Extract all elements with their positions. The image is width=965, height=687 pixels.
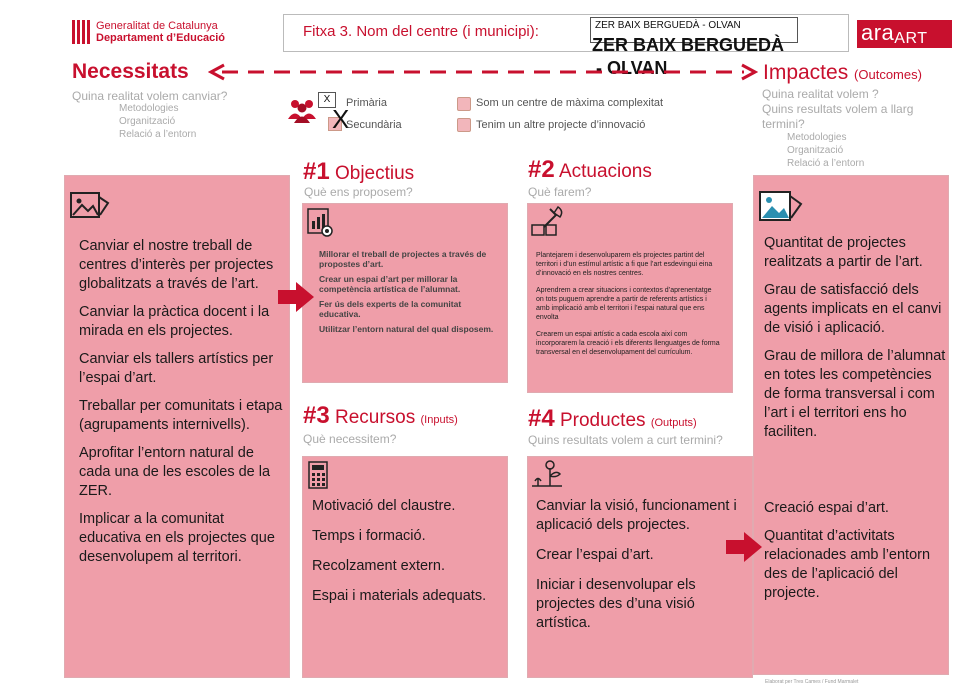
impactes-list-2 (764, 499, 947, 612)
list-item: Temps i formació. (312, 528, 426, 544)
impactes-question: Quina realitat volem ? (762, 87, 879, 101)
actuacions-heading (528, 156, 652, 184)
double-arrow-icon (208, 62, 758, 82)
picture-icon (757, 186, 807, 226)
actuacions-title: Actuacions (558, 161, 652, 182)
list-item: Treballar per comunitats i etapa (agrupaments internivells). (79, 398, 283, 433)
list-item: Motivació del claustre. (312, 498, 456, 514)
impactes-item: Relació a l’entorn (787, 158, 865, 169)
recursos-tag: (Inputs) (420, 414, 458, 426)
recursos-num: #3 (303, 402, 330, 429)
list-item: Grau de satisfacció dels agents implicats en el canvi de visió i aplicació. (764, 282, 942, 336)
plant-growth-icon (530, 458, 564, 488)
impactes-subtitle: (Outcomes) (854, 67, 922, 82)
list-item: Creació espai d’art. (764, 500, 889, 516)
productes-num: #4 (528, 405, 555, 432)
list-item: Canviar els tallers artístics per l’espai d’art. (79, 351, 274, 386)
productes-title: Productes (559, 410, 646, 431)
arrow-right-icon (276, 280, 316, 314)
recursos-heading (303, 402, 458, 430)
list-item: Crear un espai d’art per millorar la competència artística de l’alumnat. (319, 274, 461, 294)
centre-big-line2: - OLVAN (596, 58, 668, 78)
list-item: Fer ús dels experts de la comunitat educativa. (319, 299, 462, 319)
impactes-title (763, 61, 922, 85)
list-item: Canviar la pràctica docent i la mirada en els projectes. (79, 304, 270, 339)
list-item: Recolzament extern. (312, 558, 445, 574)
list-item: Canviar la visió, funcionament i aplicació dels projectes. (536, 498, 737, 533)
chart-target-icon (306, 207, 334, 237)
list-item: Grau de millora de l’alumnat en totes les competències de forma transversal i com l’art i el territori ens ho faciliten. (764, 348, 946, 440)
necessitats-question: Quina realitat volem canviar? (72, 89, 228, 103)
objectius-list (319, 249, 501, 339)
list-item: Quantitat d’activitats relacionades amb l’entorn des de l’aplicació del projecte. (764, 528, 931, 601)
actuacions-num: #2 (528, 156, 555, 183)
necessitats-item: Organització (119, 116, 176, 127)
list-item: Iniciar i desenvolupar els projectes des d’una visió artística. (536, 577, 696, 631)
complexitat-checkbox[interactable] (457, 97, 471, 111)
innovacio-label: Tenim un altre projecte d’innovació (476, 119, 646, 131)
list-item: Aprendrem a crear situacions i contextos d’aprenentatge on tots puguem aprendre a partir de referents artístics i amb implicació amb el territori i l’espai natural que ens envolta (536, 287, 712, 321)
objectius-num: #1 (303, 158, 330, 185)
secundaria-label: Secundària (346, 119, 402, 131)
recursos-list (312, 497, 502, 617)
calculator-icon (306, 460, 332, 490)
org-line2: Departament d’Educació (96, 32, 225, 44)
footer-credit: Elaborat per Tres Cames / Fund Marmalet (765, 679, 859, 685)
actuacions-list (536, 251, 720, 365)
araart-logo (857, 20, 952, 48)
impactes-question: Quins resultats volem a llarg (762, 102, 914, 116)
generalitat-bars-icon (72, 20, 90, 44)
impactes-question: termini? (762, 117, 805, 131)
primaria-label: Primària (346, 97, 387, 109)
fitxa-label: Fitxa 3. Nom del centre (i municipi): (303, 23, 539, 40)
tools-icon (530, 205, 566, 239)
list-item: Quantitat de projectes realitzats a partir de l’art. (764, 235, 923, 270)
productes-list (536, 497, 748, 644)
productes-tag: (Outputs) (650, 417, 697, 429)
ara-logo-a: ara (861, 20, 895, 45)
list-item: Aprofitar l’entorn natural de cada una de les escoles de la ZER. (79, 445, 271, 499)
generalitat-logo (72, 20, 225, 44)
productes-heading (528, 405, 697, 433)
impactes-title-text: Impactes (763, 61, 849, 84)
list-item: Utilitzar l’entorn natural del qual disposem. (319, 324, 494, 334)
centre-big-line1: ZER BAIX BERGUEDÀ (592, 35, 785, 55)
necessitats-list (79, 237, 284, 576)
primaria-checkbox[interactable]: X (318, 92, 336, 108)
recursos-subtitle: Què necessitem? (303, 432, 397, 446)
list-item: Canviar el nostre treball de centres d’interès per projectes globalitzats a través de l’art. (79, 238, 274, 292)
list-item: Plantejarem i desenvoluparem els projectes partint del territori i d’un estímul artístic a fi que l’art esdevingui eina d’innovació en els nostres centres. (536, 252, 713, 277)
list-item: Espai i materials adequats. (312, 588, 487, 604)
people-icon (286, 97, 318, 123)
necessitats-title: Necessitats (72, 60, 189, 83)
list-item: Crearem un espai artístic a cada escola així com incorporarem la creació i els diferents llenguatges de forma transversal en el desenvolupament del currículum. (536, 331, 720, 356)
productes-subtitle: Quins resultats volem a curt termini? (528, 433, 723, 447)
impactes-item: Metodologies (787, 132, 847, 143)
necessitats-item: Relació a l’entorn (119, 129, 197, 140)
objectius-subtitle: Què ens proposem? (304, 185, 413, 199)
recursos-title: Recursos (334, 407, 416, 428)
complexitat-label: Som un centre de màxima complexitat (476, 97, 664, 109)
centre-name-field[interactable]: ZER BAIX BERGUEDÀ - OLVAN (590, 17, 798, 43)
list-item: Implicar a la comunitat educativa en els projectes que desenvolupem al territori. (79, 511, 275, 565)
impactes-item: Organització (787, 145, 844, 156)
impactes-list (764, 234, 947, 451)
objectius-title: Objectius (334, 163, 415, 184)
list-item: Millorar el treball de projectes a través de propostes d’art. (319, 249, 487, 269)
ara-logo-b: ART (894, 30, 928, 47)
list-item: Crear l’espai d’art. (536, 547, 654, 563)
necessitats-item: Metodologies (119, 103, 179, 114)
org-line1: Generalitat de Catalunya (96, 20, 218, 32)
actuacions-subtitle: Què farem? (528, 185, 592, 199)
arrow-right-icon (724, 531, 764, 563)
innovacio-checkbox[interactable] (457, 118, 471, 132)
picture-icon (68, 185, 114, 225)
objectius-heading (303, 158, 414, 186)
secundaria-mark: X (332, 104, 350, 134)
